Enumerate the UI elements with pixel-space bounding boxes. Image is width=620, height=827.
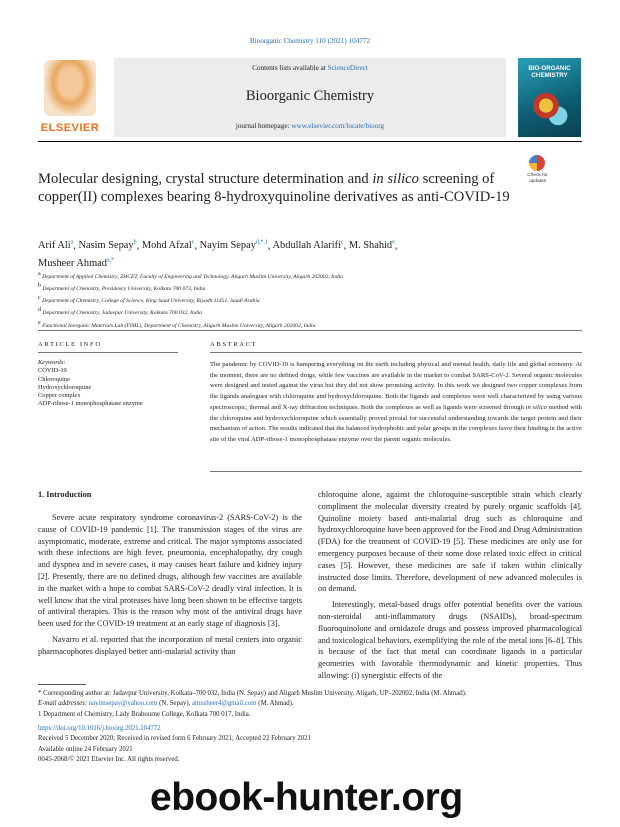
- author-affiliation-mark[interactable]: a,*: [106, 257, 115, 264]
- abstract-heading: ABSTRACT: [210, 341, 258, 348]
- email-label: E-mail addresses:: [38, 700, 89, 708]
- check-for-updates-badge[interactable]: [521, 155, 554, 188]
- affiliation: [38, 294, 598, 306]
- author-affiliation-mark[interactable]: a: [70, 240, 74, 246]
- author: [142, 240, 195, 251]
- author: [38, 258, 114, 269]
- keyword: Copper complex: [38, 392, 81, 400]
- section-heading: 1. Introduction: [38, 490, 92, 499]
- author-name: Arif Ali: [38, 240, 71, 252]
- author-affiliation-mark[interactable]: b: [133, 240, 137, 246]
- author: [200, 240, 268, 251]
- footnotes: [38, 689, 598, 720]
- affiliation: [38, 270, 598, 282]
- author-list: Arif Ali$^a$, Nasim Sepay$^b$, Mohd Afzal$^c$, Nayim Sepay$^{d,*,1}$, Abdullah Alarifi$^c$, M. Shahid$^e$, Musheer Ahmad$^{a,*}$: [38, 240, 398, 269]
- affiliation: [38, 319, 598, 331]
- footnote-divider: [38, 684, 86, 685]
- author-affiliation-mark[interactable]: c: [191, 240, 195, 246]
- paragraph: chloroquine alone, against the chloroquine-susceptible strain which clearly compliment the molecular diversity created by purely organic scaffolds [4]. Quinoline moiety based anti-malarial drug such as chloroquine and hydroxychloroquine have been approved for the Food and Drug Administration (FDA) for the treatment of COVID-19 [5]. These medicines are only use for emergency purposes because of their some dose related toxic effect in critical cases [5]. However, these medicines are safe if taken within clinically instructed dose limits. Therefore, development of new advanced molecules is on demand.: [318, 490, 582, 594]
- author-name: Musheer Ahmad: [38, 257, 107, 269]
- contents-prefix: Contents lists available at: [252, 64, 328, 72]
- email-line: [38, 699, 598, 709]
- check-updates-label: Check for updates: [527, 173, 548, 184]
- check-updates-icon: [529, 155, 545, 171]
- abstract-part: method with the chloroquine and hydroxychloroquine which essentially proved pivotal for successful understanding towards the target protein and their mechanism of action. The results indicated that the balanced hydrophobic and polar groups in the complexes favor their binding in the active site of the viral ADP-ribose-1 monophosphatase enzyme over the parent organic molecules.: [210, 403, 582, 443]
- affiliation-text: Department of Chemistry, Presidency University, Kolkata 700 073, India: [42, 286, 206, 293]
- affiliation-text: Department of Applied Chemistry, ZHCET, Faculty of Engineering and Technology, Aligarh Muslim University, Aligarh 202002, India: [42, 273, 343, 280]
- affiliation-text: Department of Chemistry, Jadavpur University, Kolkata 700 032, India: [42, 310, 202, 317]
- email-owner: (N. Sepay),: [157, 700, 193, 708]
- keywords-block: [38, 359, 198, 409]
- journal-cover-image: [518, 58, 581, 137]
- author-name: Mohd Afzal: [141, 240, 192, 252]
- body-column-right: [318, 489, 582, 682]
- sciencedirect-link[interactable]: ScienceDirect: [327, 64, 368, 72]
- author-name: Nasim Sepay: [78, 240, 134, 252]
- abstract-divider: [210, 352, 582, 353]
- header-divider: [38, 141, 582, 142]
- affiliation-text: Functional Inorganic Materials Lab (FIML), Department of Chemistry, Aligarh Muslim University, Aligarh 202002, India: [42, 322, 316, 329]
- author-affiliation-mark[interactable]: e: [392, 240, 395, 246]
- keyword: Hydroxychloroquine: [38, 383, 92, 391]
- journal-name: Bioorganic Chemistry: [245, 88, 375, 104]
- article-title: [38, 171, 518, 206]
- cover-title: BIO-ORGANIC CHEMISTRY: [528, 65, 571, 79]
- journal-masthead: [114, 58, 506, 137]
- affiliation-text: Department of Chemistry, College of Science, King Saud University, Riyadh 11451, Saudi Arabia: [42, 298, 260, 305]
- doi-link[interactable]: https://doi.org/10.1016/j.bioorg.2021.104772: [38, 725, 161, 732]
- affiliation-mark: c: [38, 295, 41, 302]
- keyword: Chloroquine: [38, 375, 70, 383]
- body-column-left: [38, 512, 302, 658]
- abstract-italic: in silico: [525, 403, 547, 411]
- footnote: 1 Department of Chemistry, Lady Brabourne College, Kolkata 700 017, India.: [38, 710, 251, 718]
- affiliation: [38, 282, 598, 294]
- title-italic: in silico: [372, 171, 419, 187]
- affiliation: [38, 306, 598, 318]
- paragraph: Navarro et al. reported that the incorporation of metal centers into organic pharmacophores displayed better anti-malarial activity than: [38, 634, 302, 656]
- email-owner: (M. Ahmad).: [256, 700, 294, 708]
- email-link[interactable]: nayimsepay@yahoo.com: [88, 700, 158, 708]
- keywords-label: Keywords:: [38, 359, 66, 366]
- affiliation-list: [38, 270, 598, 331]
- affiliation-mark: a: [38, 271, 41, 277]
- elsevier-tree-icon: [44, 60, 96, 116]
- contents-line: [114, 64, 506, 72]
- author-name: Nayim Sepay: [199, 240, 256, 252]
- publication-info: [38, 724, 438, 766]
- abstract-text: [210, 360, 582, 446]
- author-name: Abdullah Alarifi: [272, 240, 341, 252]
- journal-citation[interactable]: Bioorganic Chemistry 110 (2021) 104772: [249, 37, 371, 45]
- article-info-divider: [38, 352, 178, 353]
- author: [79, 240, 137, 251]
- affiliation-mark: b: [38, 283, 41, 290]
- author: [38, 240, 73, 251]
- elsevier-logo: [38, 58, 102, 134]
- history: Received 5 December 2020; Received in revised form 6 February 2021; Accepted 22 February 2021: [38, 735, 311, 743]
- affiliation-mark: e: [38, 319, 41, 326]
- keyword: COVID-19: [38, 367, 67, 375]
- affiliation-mark: d: [38, 307, 41, 314]
- publisher-name: ELSEVIER: [40, 122, 100, 134]
- author-affiliation-mark[interactable]: c: [340, 240, 344, 246]
- keyword: ADP-ribose-1 monophosphatase enzyme: [38, 400, 143, 408]
- author: [273, 240, 344, 251]
- paragraph: Severe acute respiratory syndrome coronavirus-2 (SARS-CoV-2) is the cause of COVID-19 pandemic [1]. The transmission stages of the virus are asymptomatic, moderate, extreme and critical. The major symptoms associated with these infections are high fever, pneumonia, encephalopathy, dry cough and dyspnea and in severe cases, it may causes heart failure and kidney injury [2]. Presently, there are no defined drugs, although few vaccines are available in the market with a hope to combat SARS-CoV-2 deadly viral infection. It is well know that the viral proteases have long been shown to be effective targets of antiviral therapies. This is the reason why most of the antiviral drugs have been used for the COVID-19 treatment at an early stage of diagnosis [3].: [38, 513, 302, 629]
- cover-artwork: [530, 92, 570, 126]
- author: [349, 240, 395, 251]
- title-text-end: screening of copper(II) complexes bearing 8-hydroxyquinoline derivatives as anti-COVID-19: [38, 171, 510, 205]
- email-link[interactable]: amusheer4@gmail.com: [192, 700, 257, 708]
- section-divider: [38, 330, 582, 331]
- homepage-prefix: journal homepage:: [235, 122, 292, 130]
- journal-homepage-link[interactable]: www.elsevier.com/locate/bioorg: [291, 122, 385, 130]
- copyright: 0045-2068/© 2021 Elsevier Inc. All rights reserved.: [38, 756, 180, 764]
- homepage-line: [114, 122, 506, 130]
- watermark: ebook-hunter.org: [150, 776, 463, 819]
- corresponding-author-note: * Corresponding author at: Jadavpur University, Kolkata–700 032, India (N. Sepay) and Aligarh Muslim University, Aligarh, UP–202002, India (M. Ahmad).: [38, 690, 467, 697]
- title-text: Molecular designing, crystal structure determination and: [38, 171, 373, 187]
- article-info-heading: ARTICLE INFO: [38, 341, 102, 348]
- paragraph: Interestingly, metal-based drugs offer potential benefits over the various non-steroidal anti-inflammatory drugs (NSAIDs), broad-spectrum fluoroquinolone and ornidazole drugs and possess improved pharmacological and toxicological behaviors, exemplifying the role of the metal ions [6–8]. This is because of the fact that metal can coordinate ligands in a particular geometries with favorable thermodynamic and kinetic properties. Thus allowing: (i) synergistic effects of the: [318, 600, 582, 680]
- author-name: M. Shahid: [348, 240, 393, 252]
- abstract-part: The pandemic by COVID-19 is hampering everything on the earth including physical and mental health, daily life and global economy. At the moment, there are no defined drugs, while few vaccines are available in the market to combat SARS-CoV-2. Several organic molecules were designed and tested against the virus but they did not show promising activity. In this work we designed two copper complexes from the ligands analogues with chloroquine and hydroxychloroquine. Both the ligands and complexes were well characterized by using various spectroscopic, thermal and X-ray diffraction techniques. Both the complexes as well as ligands were screened through: [210, 361, 582, 411]
- abstract-bottom-divider: [210, 471, 582, 472]
- author-affiliation-mark[interactable]: d,*,1: [255, 240, 268, 246]
- online-date: Available online 24 February 2021: [38, 745, 133, 753]
